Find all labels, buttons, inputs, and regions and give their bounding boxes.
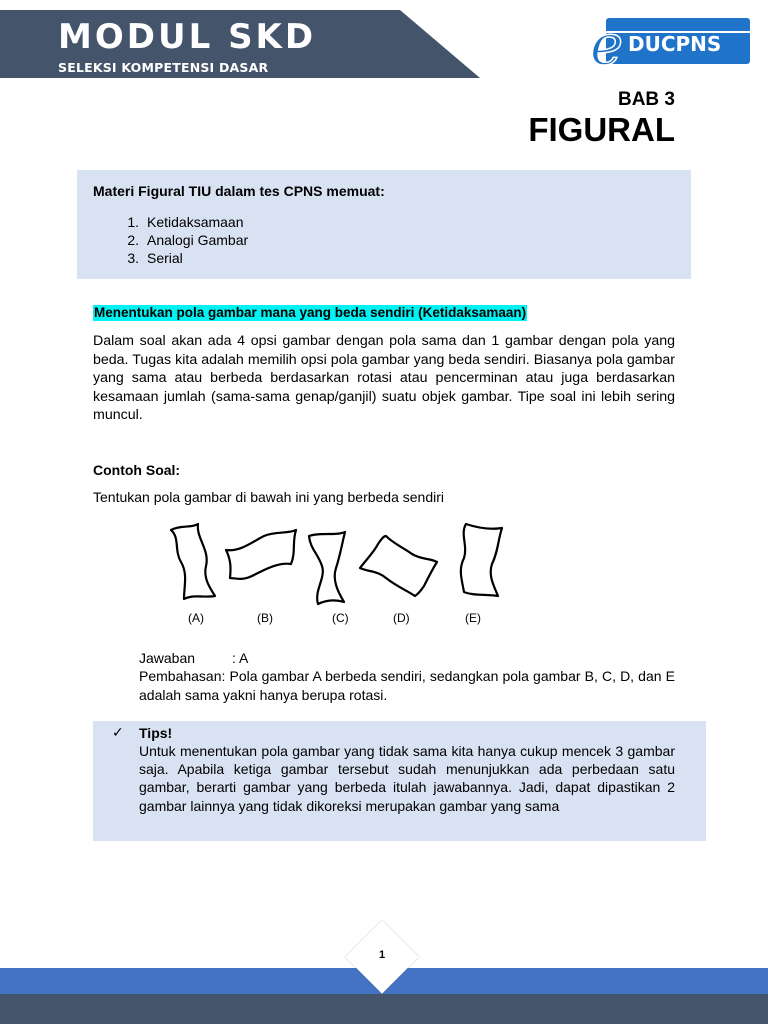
intro-heading: Materi Figural TIU dalam tes CPNS memuat: (93, 183, 385, 199)
example-question: Tentukan pola gambar di bawah ini yang berbeda sendiri (93, 489, 445, 505)
figure-c-shape (309, 532, 345, 604)
tips-box (93, 721, 706, 841)
module-title: MODUL SKD (58, 17, 317, 57)
footer-bar-bottom (0, 994, 768, 1024)
checkmark-icon: ✓ (112, 725, 124, 741)
educpns-logo (590, 14, 752, 70)
chapter-label: BAB 3 (617, 89, 675, 110)
intro-box (77, 170, 691, 279)
section-heading: Menentukan pola gambar mana yang beda sendiri (Ketidaksamaan) (94, 305, 527, 320)
figure-a-shape (171, 524, 215, 599)
list-item-number: 1. (127, 214, 139, 230)
intro-list (93, 213, 248, 267)
option-label-d: (D) (393, 611, 410, 625)
figure-b-shape (226, 530, 296, 579)
answer-row (139, 649, 248, 668)
list-item-text: Analogi Gambar (147, 232, 249, 248)
list-item-number: 3. (127, 250, 139, 266)
logo-letter: e (590, 14, 624, 70)
option-label-c: (C) (332, 611, 349, 625)
chapter-title: FIGURAL (528, 111, 675, 148)
example-label: Contoh Soal: (93, 462, 181, 478)
figure-d-shape (360, 536, 437, 596)
list-item (93, 231, 248, 249)
list-item-text: Ketidaksamaan (147, 214, 244, 230)
module-subtitle: SELEKSI KOMPETENSI DASAR (58, 60, 269, 75)
answer-key: Jawaban (139, 650, 196, 666)
list-item-text: Serial (147, 250, 183, 266)
list-item-number: 2. (127, 232, 139, 248)
answer-value: : A (232, 650, 249, 666)
explanation-key: Pembahasan (139, 668, 222, 684)
option-label-b: (B) (257, 611, 273, 625)
section-paragraph: Dalam soal akan ada 4 opsi gambar dengan pola sama dan 1 gambar dengan pola yang beda. Tugas kita adalah memilih opsi pola gambar yang beda sendiri. Biasanya pola gambar yang sama atau berbeda berdasarkan rotasi atau pencerminan atau juga berdasarkan kesamaan jumlah (sama-sama genap/ganjil) suatu objek gambar. Tipe soal ini lebih sering muncul. (93, 333, 675, 423)
figure-e-shape (461, 524, 502, 596)
logo-text: DUCPNS (628, 32, 722, 56)
explanation-text: : Pola gambar A berbeda sendiri, sedangkan pola gambar B, C, D, dan E adalah sama yakni hanya berupa rotasi. (139, 668, 675, 703)
list-item (93, 249, 248, 267)
explanation (139, 667, 675, 704)
tips-title: Tips! (139, 725, 173, 741)
option-label-a: (A) (188, 611, 204, 625)
tips-body: Untuk menentukan pola gambar yang tidak sama kita hanya cukup mencek 3 gambar saja. Apabila ketiga gambar tersebut sudah menunjukkan ada perbedaan satu gambar, berarti gambar yang berbeda itulah jawabannya. Jadi, dapat dipastikan 2 gambar lainnya yang tidak dikoreksi merupakan gambar yang sama (139, 743, 675, 814)
option-label-e: (E) (465, 611, 481, 625)
page-number: 1 (378, 949, 386, 961)
list-item (93, 213, 248, 231)
